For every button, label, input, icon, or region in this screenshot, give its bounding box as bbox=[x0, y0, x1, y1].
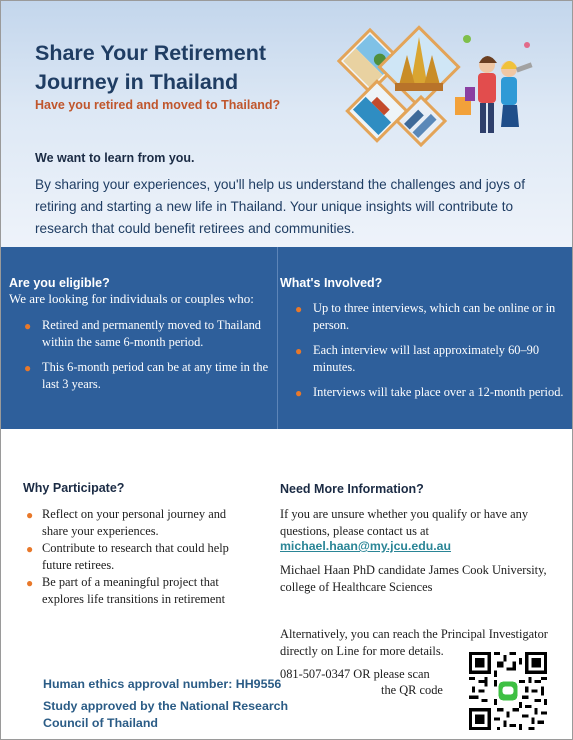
bullet-icon: ● bbox=[24, 319, 32, 333]
eligible-heading: Are you eligible? bbox=[9, 276, 110, 290]
participate-heading: Why Participate? bbox=[23, 481, 125, 495]
participate-item bbox=[23, 574, 253, 607]
info-heading: Need More Information? bbox=[280, 482, 424, 496]
ethics-approval: Human ethics approval number: HH9556 bbox=[43, 677, 282, 691]
council-line-2: Council of Thailand bbox=[43, 715, 158, 730]
participate-item-text: Contribute to research that could help future retirees. bbox=[42, 541, 229, 572]
council-line-1: Study approved by the National Research bbox=[43, 699, 289, 713]
scan-text: the QR code bbox=[381, 683, 443, 697]
eligible-item bbox=[18, 359, 274, 392]
bullet-icon: ● bbox=[295, 344, 303, 358]
eligible-item bbox=[18, 317, 274, 350]
bullet-icon: ● bbox=[295, 386, 303, 400]
phone-text: 081-507-0347 OR please scan bbox=[280, 667, 430, 681]
travel-collage-image bbox=[337, 25, 537, 147]
eligible-list bbox=[18, 317, 274, 401]
intro-text: By sharing your experiences, you'll help us understand the challenges and joys of retiring and starting a new life in Thailand. Your unique insights will contribute to research that could benefit retirees and communities. bbox=[35, 177, 526, 236]
participate-item bbox=[23, 540, 253, 573]
investigator-name: Michael Haan PhD candidate James Cook University, college of Healthcare Sciences bbox=[280, 563, 547, 594]
page-title bbox=[35, 39, 335, 97]
involved-item bbox=[289, 300, 564, 333]
title-line-2: Journey in Thailand bbox=[35, 70, 239, 94]
bullet-icon: ● bbox=[26, 576, 34, 590]
involved-heading: What's Involved? bbox=[280, 276, 383, 290]
details-band bbox=[1, 247, 572, 429]
qr-code-icon[interactable] bbox=[469, 652, 547, 730]
band-divider bbox=[277, 247, 278, 429]
involved-item bbox=[289, 384, 564, 401]
eligible-lead: We are looking for individuals or couples who: bbox=[9, 291, 254, 306]
eligible-item-text: Retired and permanently moved to Thailand within the same 6-month period. bbox=[42, 318, 261, 349]
involved-item-text: Each interview will last approximately 60–90 minutes. bbox=[313, 343, 540, 374]
participate-item-text: Reflect on your personal journey and share your experiences. bbox=[42, 507, 227, 538]
eligible-item-text: This 6-month period can be at any time in the last 3 years. bbox=[42, 360, 269, 391]
subtitle: Have you retired and moved to Thailand? bbox=[35, 98, 281, 112]
participate-item-text: Be part of a meaningful project that explores life transitions in retirement bbox=[42, 575, 226, 606]
involved-item bbox=[289, 342, 564, 375]
participate-list bbox=[23, 506, 253, 608]
header-section bbox=[1, 1, 572, 247]
email-link[interactable]: michael.haan@my.jcu.edu.au bbox=[280, 539, 451, 553]
involved-item-text: Interviews will take place over a 12-month period. bbox=[313, 385, 564, 399]
council-approval bbox=[43, 698, 288, 731]
bullet-icon: ● bbox=[26, 508, 34, 522]
line-alternative-text: Alternatively, you can reach the Principal Investigator directly on Line for more details. bbox=[280, 627, 548, 658]
participate-item bbox=[23, 506, 253, 539]
title-line-1: Share Your Retirement bbox=[35, 41, 266, 65]
bullet-icon: ● bbox=[26, 542, 34, 556]
bullet-icon: ● bbox=[295, 302, 303, 316]
involved-item-text: Up to three interviews, which can be online or in person. bbox=[313, 301, 556, 332]
bullet-icon: ● bbox=[24, 361, 32, 375]
learn-heading: We want to learn from you. bbox=[35, 151, 195, 165]
involved-list bbox=[289, 300, 564, 410]
info-text: If you are unsure whether you qualify or have any questions, please contact us at bbox=[280, 507, 529, 538]
